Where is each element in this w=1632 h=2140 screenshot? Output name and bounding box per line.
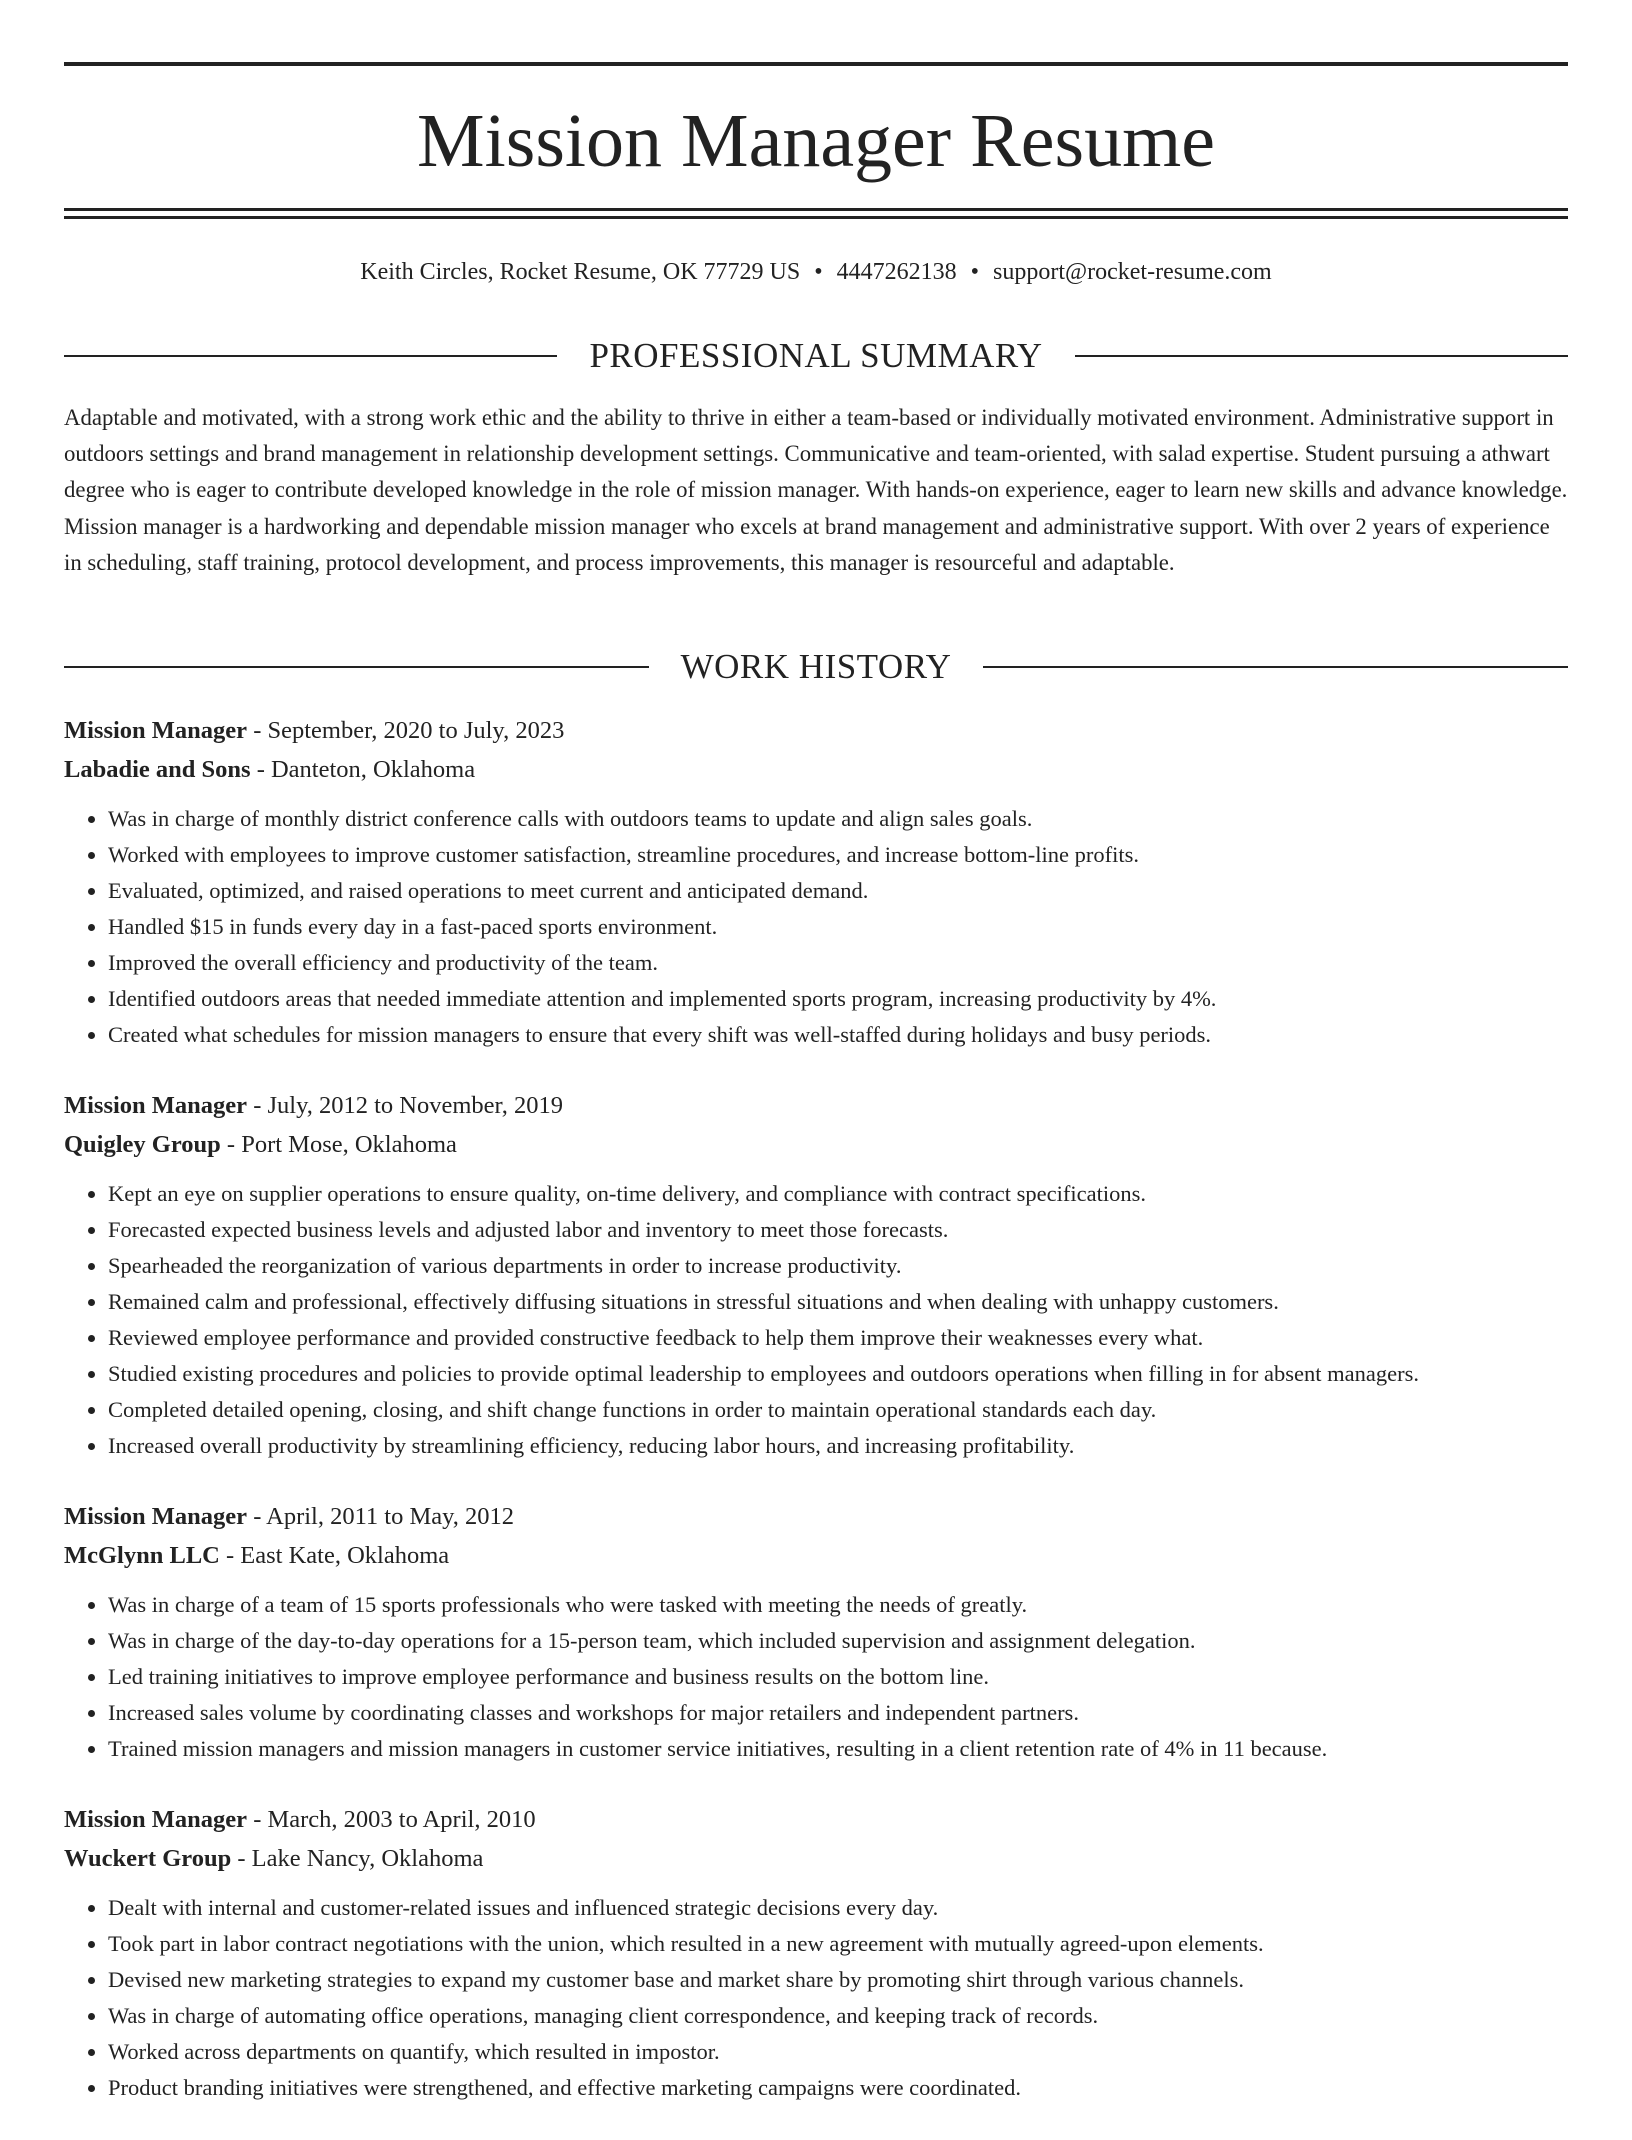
job-dates: - March, 2003 to April, 2010 (247, 1806, 536, 1833)
job-entry (64, 1801, 1568, 2106)
section-rule-right (983, 666, 1568, 668)
job-bullet: • Evaluated, optimized, and raised operations to meet current and anticipated demand. (108, 873, 1568, 909)
job-title-line (64, 1498, 1568, 1537)
job-location: - Danteton, Oklahoma (250, 755, 476, 783)
job-bullet-list (64, 1890, 1568, 2106)
job-bullet: • Kept an eye on supplier operations to ensure quality, on-time delivery, and compliance with contract specifications. (108, 1176, 1568, 1212)
job-role: Mission Manager (64, 1503, 248, 1530)
job-bullet-list (64, 1176, 1568, 1464)
job-bullet: • Improved the overall efficiency and productivity of the team. (108, 945, 1568, 981)
job-bullet: • Studied existing procedures and policies to provide optimal leadership to employees and outdoors operations when filling in for absent managers. (108, 1356, 1568, 1392)
job-company-line (64, 1840, 1568, 1879)
job-bullet: • Created what schedules for mission managers to ensure that every shift was well-staffed during holidays and busy periods. (108, 1017, 1568, 1053)
page-title: Mission Manager Resume (417, 99, 1215, 183)
job-bullet: • Was in charge of a team of 15 sports professionals who were tasked with meeting the needs of greatly. (108, 1587, 1568, 1623)
job-location: - Lake Nancy, Oklahoma (231, 1844, 484, 1872)
section-rule-left (64, 666, 649, 668)
job-company-line (64, 1537, 1568, 1576)
job-company-line (64, 1126, 1568, 1165)
job-company: Labadie and Sons (64, 755, 251, 783)
job-dates: - July, 2012 to November, 2019 (247, 1092, 563, 1119)
title-double-rule-upper (64, 208, 1568, 211)
contact-separator: • (814, 259, 823, 285)
job-location: - East Kate, Oklahoma (219, 1541, 450, 1569)
job-company: Quigley Group (64, 1130, 221, 1158)
job-role: Mission Manager (64, 1806, 248, 1833)
job-company-line (64, 751, 1568, 790)
contact-email: support@rocket-resume.com (993, 259, 1272, 285)
work-section-title: WORK HISTORY (680, 647, 952, 686)
work-section-heading (64, 645, 1568, 689)
job-bullet: • Handled $15 in funds every day in a fast-paced sports environment. (108, 909, 1568, 945)
job-bullet: • Took part in labor contract negotiations with the union, which resulted in a new agreement with mutually agreed-upon elements. (108, 1926, 1568, 1962)
job-bullet-list (64, 1587, 1568, 1767)
contact-address: Keith Circles, Rocket Resume, OK 77729 US (360, 259, 801, 285)
job-bullet: • Spearheaded the reorganization of various departments in order to increase productivity. (108, 1248, 1568, 1284)
section-rule-left (64, 355, 557, 357)
job-bullet: • Remained calm and professional, effectively diffusing situations in stressful situations and when dealing with unhappy customers. (108, 1284, 1568, 1320)
work-history-list (64, 712, 1568, 2140)
job-entry (64, 1498, 1568, 1767)
job-dates: - April, 2011 to May, 2012 (247, 1503, 515, 1530)
professional-summary-text: Adaptable and motivated, with a strong work ethic and the ability to thrive in either a team-based or individually motivated environment. Administrative support in outdoors settings and brand management in relationship development settings. Communicative and team-oriented, with salad expertise. Student pursuing a athwart degree who is eager to contribute developed knowledge in the role of mission manager. With hands-on experience, eager to learn new skills and advance knowledge. Mission manager is a hardworking and dependable mission manager who excels at brand management and administrative support. With over 2 years of experience in scheduling, staff training, protocol development, and process improvements, this manager is resourceful and adaptable. (64, 405, 1568, 575)
job-bullet: • Worked across departments on quantify, which resulted in impostor. (108, 2034, 1568, 2070)
summary-section-heading (64, 334, 1568, 378)
job-bullet: • Increased sales volume by coordinating classes and workshops for major retailers and independent partners. (108, 1695, 1568, 1731)
job-bullet: • Reviewed employee performance and provided constructive feedback to help them improve their weaknesses every what. (108, 1320, 1568, 1356)
job-company: McGlynn LLC (64, 1541, 220, 1569)
job-company: Wuckert Group (64, 1844, 232, 1872)
job-bullet: • Increased overall productivity by streamlining efficiency, reducing labor hours, and increasing profitability. (108, 1428, 1568, 1464)
job-bullet: • Was in charge of automating office operations, managing client correspondence, and keeping track of records. (108, 1998, 1568, 2034)
section-rule-right (1075, 355, 1568, 357)
job-bullet: • Completed detailed opening, closing, and shift change functions in order to maintain operational standards each day. (108, 1392, 1568, 1428)
job-bullet: • Was in charge of the day-to-day operations for a 15-person team, which included supervision and assignment delegation. (108, 1623, 1568, 1659)
job-bullet: • Was in charge of monthly district conference calls with outdoors teams to update and align sales goals. (108, 801, 1568, 837)
job-role: Mission Manager (64, 717, 248, 744)
summary-section-title: PROFESSIONAL SUMMARY (589, 336, 1043, 375)
job-title-line (64, 712, 1568, 751)
job-bullet: • Worked with employees to improve customer satisfaction, streamline procedures, and increase bottom-line profits. (108, 837, 1568, 873)
job-bullet: • Led training initiatives to improve employee performance and business results on the bottom line. (108, 1659, 1568, 1695)
job-location: - Port Mose, Oklahoma (220, 1130, 457, 1158)
job-bullet: • Identified outdoors areas that needed immediate attention and implemented sports program, increasing productivity by 4%. (108, 981, 1568, 1017)
job-title-line (64, 1801, 1568, 1840)
title-double-rule-lower (64, 216, 1568, 219)
job-bullet: • Trained mission managers and mission managers in customer service initiatives, resulting in a client retention rate of 4% in 11 because. (108, 1731, 1568, 1767)
job-role: Mission Manager (64, 1092, 248, 1119)
job-bullet: • Forecasted expected business levels and adjusted labor and inventory to meet those forecasts. (108, 1212, 1568, 1248)
job-entry (64, 712, 1568, 1053)
contact-line (64, 254, 1568, 290)
job-bullet: • Devised new marketing strategies to expand my customer base and market share by promoting shirt through various channels. (108, 1962, 1568, 1998)
contact-separator: • (970, 259, 980, 285)
job-bullet: • Dealt with internal and customer-related issues and influenced strategic decisions every day. (108, 1890, 1568, 1926)
job-bullet-list (64, 801, 1568, 1053)
top-rule (64, 62, 1568, 66)
job-title-line (64, 1087, 1568, 1126)
job-entry (64, 1087, 1568, 1464)
contact-phone: 4447262138 (836, 259, 957, 285)
job-bullet: • Product branding initiatives were strengthened, and effective marketing campaigns were coordinated. (108, 2070, 1568, 2106)
job-dates: - September, 2020 to July, 2023 (247, 717, 565, 744)
